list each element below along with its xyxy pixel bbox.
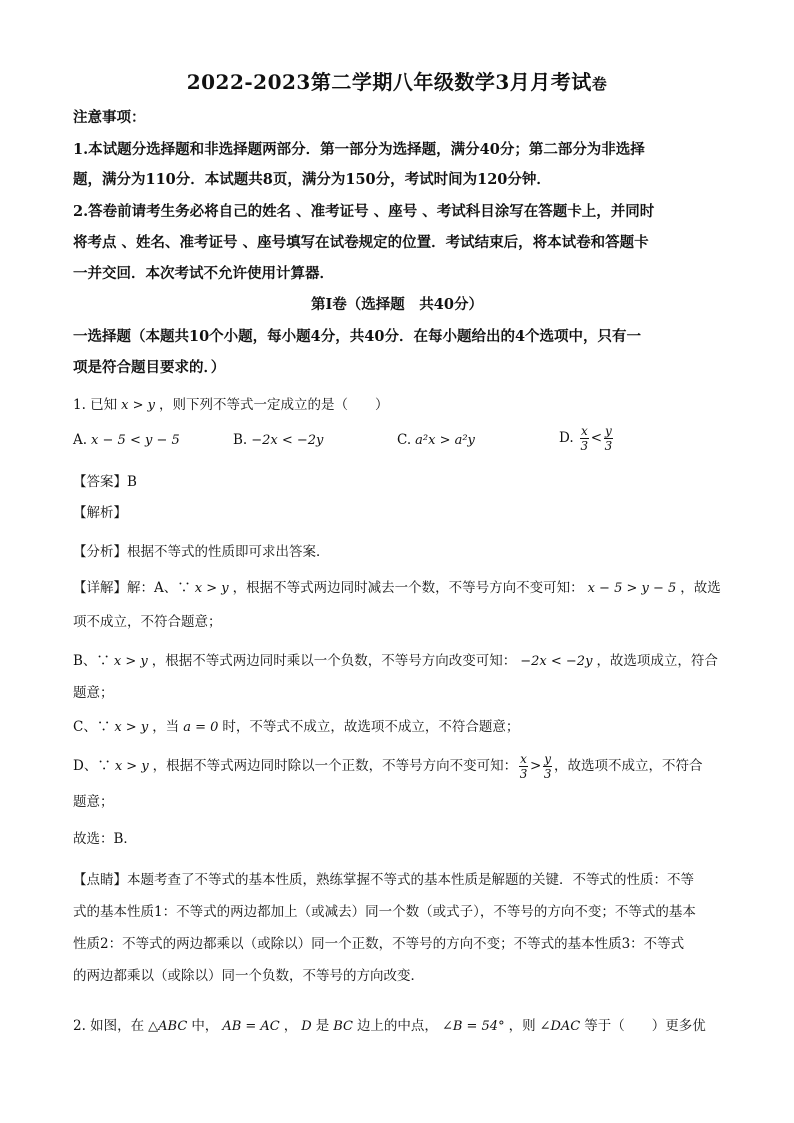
q1-detail-c-suffix: 时，不等式不成立，故选项不成立，不符合题意；: [222, 719, 520, 735]
q1-option-c: [397, 432, 479, 448]
q1-detail-c-text: ，当: [152, 719, 180, 735]
q1-dianjing-text1: 本题考查了不等式的基本性质，熟练掌握不等式的基本性质是解题的关键．不等式的性质：不等: [127, 872, 694, 888]
q2-stem-m3: D: [301, 1019, 312, 1034]
q2-stem-g: 等于（ ）更多优: [584, 1018, 706, 1034]
q1-detail-b-math1: x > y: [113, 654, 148, 669]
q1-detail-d: [73, 752, 721, 781]
q1-stem-math: x > y: [121, 398, 156, 413]
q1-option-d-den2: 3: [604, 439, 613, 453]
q1-detail-d-den2: 3: [543, 767, 552, 781]
q1-detail-a-prefix: 解：A、∵: [127, 580, 191, 596]
q1-detail-d-text: ，根据不等式两边同时除以一个正数，不等号方向不变可知：: [152, 758, 518, 774]
q2-stem-b: 中，: [191, 1018, 219, 1034]
q1-detail-b: [73, 651, 721, 672]
q1-detail-d-num2: y: [544, 752, 552, 766]
q1-stem-suffix: ，则下列不等式一定成立的是（ ）: [159, 397, 389, 413]
section-intro-line2: 项是符合题目要求的．）: [73, 359, 226, 376]
q1-detail-a-text: ，根据不等式两边同时减去一个数，不等号方向不变可知：: [232, 580, 584, 596]
q1-detail-d-op: >: [529, 758, 542, 774]
notice-item2-line3: 一并交回．本次考试不允许使用计算器．: [73, 265, 334, 282]
q1-dianjing: [73, 864, 721, 992]
section-intro-line1: 一选择题（本题共10个小题，每小题4分，共40分．在每小题给出的4个选项中，只有一: [73, 328, 642, 345]
notice-item1-line2: 题，满分为110分．本试题共8页，满分为150分，考试时间为120分钟．: [73, 171, 551, 188]
q1-detail-d-frac1: [519, 752, 528, 781]
q2-stem: [73, 1016, 721, 1037]
q2-stem-c: ，: [283, 1018, 298, 1034]
q1-detail-d-prefix: D、∵: [73, 758, 111, 774]
q2-stem-e: 边上的中点，: [356, 1018, 438, 1034]
q2-stem-m5: ∠B = 54°: [441, 1019, 505, 1034]
notice-item2-line1: 2.答卷前请考生务必将自己的姓名 、准考证号 、座号 、考试科目涂写在答题卡上，并同时: [73, 203, 655, 220]
title-main: 2022-2023第二学期八年级数学3月月考试: [186, 70, 592, 94]
q2-stem-m4: BC: [333, 1019, 353, 1034]
q1-detail-d-frac2: [543, 752, 552, 781]
q1-stem: [73, 395, 721, 416]
q1-option-d-den1: 3: [580, 439, 589, 453]
q1-option-a-label: A.: [73, 432, 88, 448]
q1-option-a: [73, 432, 184, 448]
q1-detail-b-suffix: ，故选项成立，符合: [596, 653, 718, 669]
q1-fenxi: [73, 542, 721, 562]
q1-detail-d-math1: x > y: [114, 759, 149, 774]
q1-fenxi-tag: 【分析】: [73, 544, 127, 560]
q2-stem-m6: ∠DAC: [539, 1019, 581, 1034]
q2-stem-d: 是: [315, 1018, 330, 1034]
section-heading: 第I卷（选择题 共40分）: [311, 296, 483, 313]
q1-stem-prefix: 1. 已知: [73, 397, 118, 413]
q1-detail-a: [73, 578, 721, 599]
q1-detail-d-den1: 3: [519, 767, 528, 781]
q1-dianjing-line1: [73, 864, 721, 896]
q1-option-b-label: B.: [233, 432, 248, 448]
q1-detail-a-line2: 项不成立，不符合题意；: [73, 614, 222, 630]
q1-dianjing-line2: 式的基本性质1：不等式的两边都加上（或减去）同一个数（或式子），不等号的方向不变；不等式的基本: [73, 904, 696, 920]
q1-option-d-op: <: [590, 430, 603, 446]
q1-detail-d-num1: x: [520, 752, 527, 766]
notice-item2-line2: 将考点 、姓名、准考证号 、座号填写在试卷规定的位置．考试结束后，将本试卷和答题卡: [73, 234, 649, 251]
q1-option-d-frac1: [580, 424, 589, 453]
q1-answer-tag: 【答案】: [73, 474, 127, 490]
notice-item1-line1: 1.本试题分选择题和非选择题两部分．第一部分为选择题，满分40分；第二部分为非选择: [73, 141, 645, 158]
q1-answer: [73, 472, 721, 492]
q1-detail-b-math2: −2x < −2y: [520, 654, 593, 669]
q1-detail-b-prefix: B、∵: [73, 653, 110, 669]
q1-option-b-math: −2x < −2y: [251, 433, 324, 448]
q1-detail-b-line2: 题意；: [73, 685, 114, 701]
q1-detail-d-suffix: ，故选项不成立，不符合: [554, 758, 703, 774]
q1-option-d-num2: y: [605, 424, 612, 438]
q1-option-d: [559, 424, 615, 453]
page-title: [0, 66, 794, 95]
q1-option-b: [233, 432, 327, 448]
notice-heading: 注意事项：: [73, 109, 146, 126]
q1-option-a-math: x − 5 < y − 5: [91, 433, 180, 448]
q1-detail-d-line2: 题意；: [73, 794, 114, 810]
q1-option-d-num1: x: [580, 424, 588, 438]
q2-stem-f: ，则: [508, 1018, 536, 1034]
q1-dianjing-line3: 性质2：不等式的两边都乘以（或除以）同一个正数，不等号的方向不变；不等式的基本性质3：不等式: [73, 936, 685, 952]
q1-detail-b-text: ，根据不等式两边同时乘以一个负数，不等号方向改变可知：: [151, 653, 517, 669]
q1-dianjing-tag: 【点睛】: [73, 872, 127, 888]
q1-detail-c-math2: a = 0: [183, 720, 219, 735]
q1-detail-c-math1: x > y: [114, 720, 149, 735]
q1-detail-c: [73, 717, 721, 738]
q1-dianjing-line4: 的两边都乘以（或除以）同一个负数，不等号的方向改变．: [73, 968, 424, 984]
q1-conclusion: 故选：B．: [73, 831, 137, 847]
q1-option-d-label: D.: [559, 430, 574, 446]
q1-fenxi-text: 根据不等式的性质即可求出答案．: [127, 544, 330, 560]
q1-detail-a-suffix: ，故选: [680, 580, 721, 596]
q1-detail-c-prefix: C、∵: [73, 719, 111, 735]
q1-analysis-tag: 【解析】: [73, 505, 127, 521]
q1-option-d-frac2: [604, 424, 613, 453]
q2-stem-m2: AB = AC: [222, 1019, 280, 1034]
q1-option-c-math: a²x > a²y: [415, 433, 475, 448]
q1-answer-value: B: [127, 474, 137, 490]
title-suffix: 卷: [591, 75, 608, 93]
q1-detail-a-math1: x > y: [194, 581, 229, 596]
q2-stem-a: 2. 如图，在: [73, 1018, 145, 1034]
q1-detail-tag: 【详解】: [73, 580, 127, 596]
q2-stem-m1: △ABC: [148, 1019, 188, 1034]
q1-option-c-label: C.: [397, 432, 412, 448]
q1-detail-a-math2: x − 5 > y − 5: [587, 581, 677, 596]
